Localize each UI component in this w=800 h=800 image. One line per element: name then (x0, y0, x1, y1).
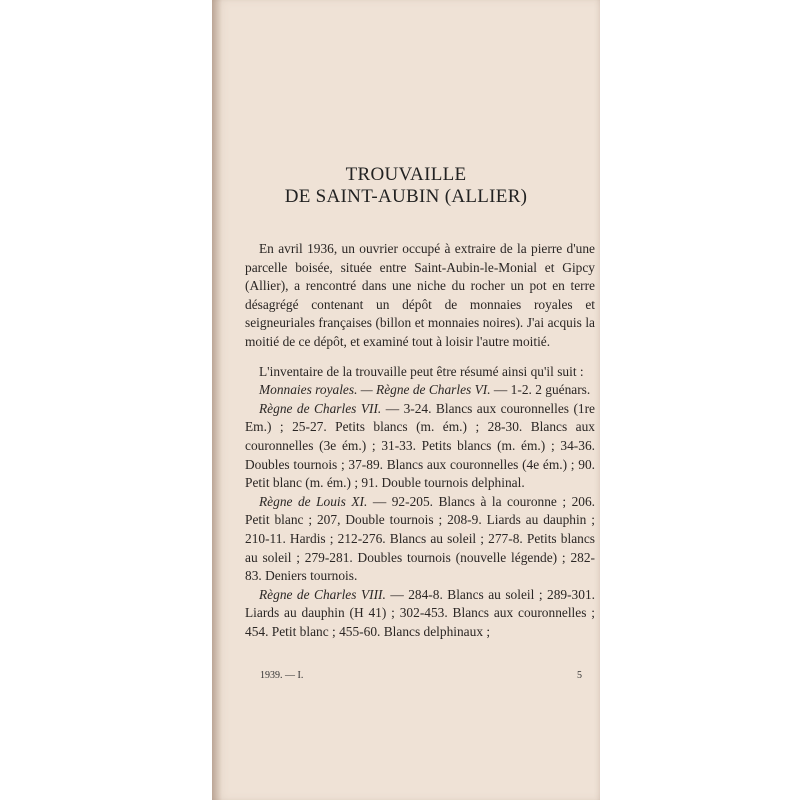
text-monnaies-royales: — 1-2. 2 guénars. (490, 382, 591, 398)
heading-charles-viii: Règne de Charles VIII. (259, 586, 386, 602)
book-page (212, 0, 600, 800)
heading-charles-vii: Règne de Charles VII. (259, 400, 382, 416)
text-charles-viii: — 284-8. Blancs au soleil ; 289-301. Liards au dauphin (H 41) ; 302-453. Blancs aux couronnelles ; 454. Petit blanc ; 455-60. Blancs delphinaux ; (245, 586, 595, 639)
paragraph-louis-xi (245, 493, 595, 586)
paragraph-monnaies-royales (245, 381, 595, 400)
paragraph-charles-viii (245, 586, 595, 642)
footer-page-number: 5 (577, 670, 582, 681)
heading-monnaies-royales: Monnaies royales. — Règne de Charles VI. (259, 382, 491, 398)
footer-year-volume: 1939. — I. (260, 670, 304, 681)
paragraph-intro: En avril 1936, un ouvrier occupé à extraire de la pierre d'une parcelle boisée, située entre Saint-Aubin-le-Monial et Gipcy (Allier), a rencontré dans une niche du rocher un pot en terre désagrégé contenant un dépôt de monnaies royales et seigneuriales françaises (billon et monnaies noires). J'ai acquis la moitié de ce dépôt, et examiné tout à loisir l'autre moitié. (245, 241, 595, 349)
text-louis-xi: — 92-205. Blancs à la couronne ; 206. Petit blanc ; 207, Double tournois ; 208-9. Liards au dauphin ; 210-11. Hardis ; 212-276. Blancs au soleil ; 277-8. Petits blancs au soleil ; 279-281. Doubles tournois (nouvelle légende) ; 282-83. Deniers tournois. (245, 493, 595, 584)
article-body (245, 240, 595, 641)
page-gutter-shadow (212, 0, 222, 800)
text-charles-vii: — 3-24. Blancs aux couronnelles (1re Em.) ; 25-27. Petits blancs (m. ém.) ; 28-30. Blancs aux couronnelles (3e ém.) ; 31-33. Petits blancs (m. ém.) ; 34-36. Doubles tournois ; 37-89. Blancs aux couronnelles (4e ém.) ; 90. Petit blanc (m. ém.) ; 91. Double tournois delphinal. (245, 400, 596, 491)
heading-louis-xi: Règne de Louis XI. (259, 493, 368, 509)
article-title-line-2: DE SAINT-AUBIN (ALLIER) (284, 186, 528, 207)
article-title-line-1: TROUVAILLE (345, 164, 467, 185)
paragraph-inventaire: L'inventaire de la trouvaille peut être résumé ainsi qu'il suit : (259, 363, 584, 379)
paragraph-charles-vii (245, 400, 595, 493)
